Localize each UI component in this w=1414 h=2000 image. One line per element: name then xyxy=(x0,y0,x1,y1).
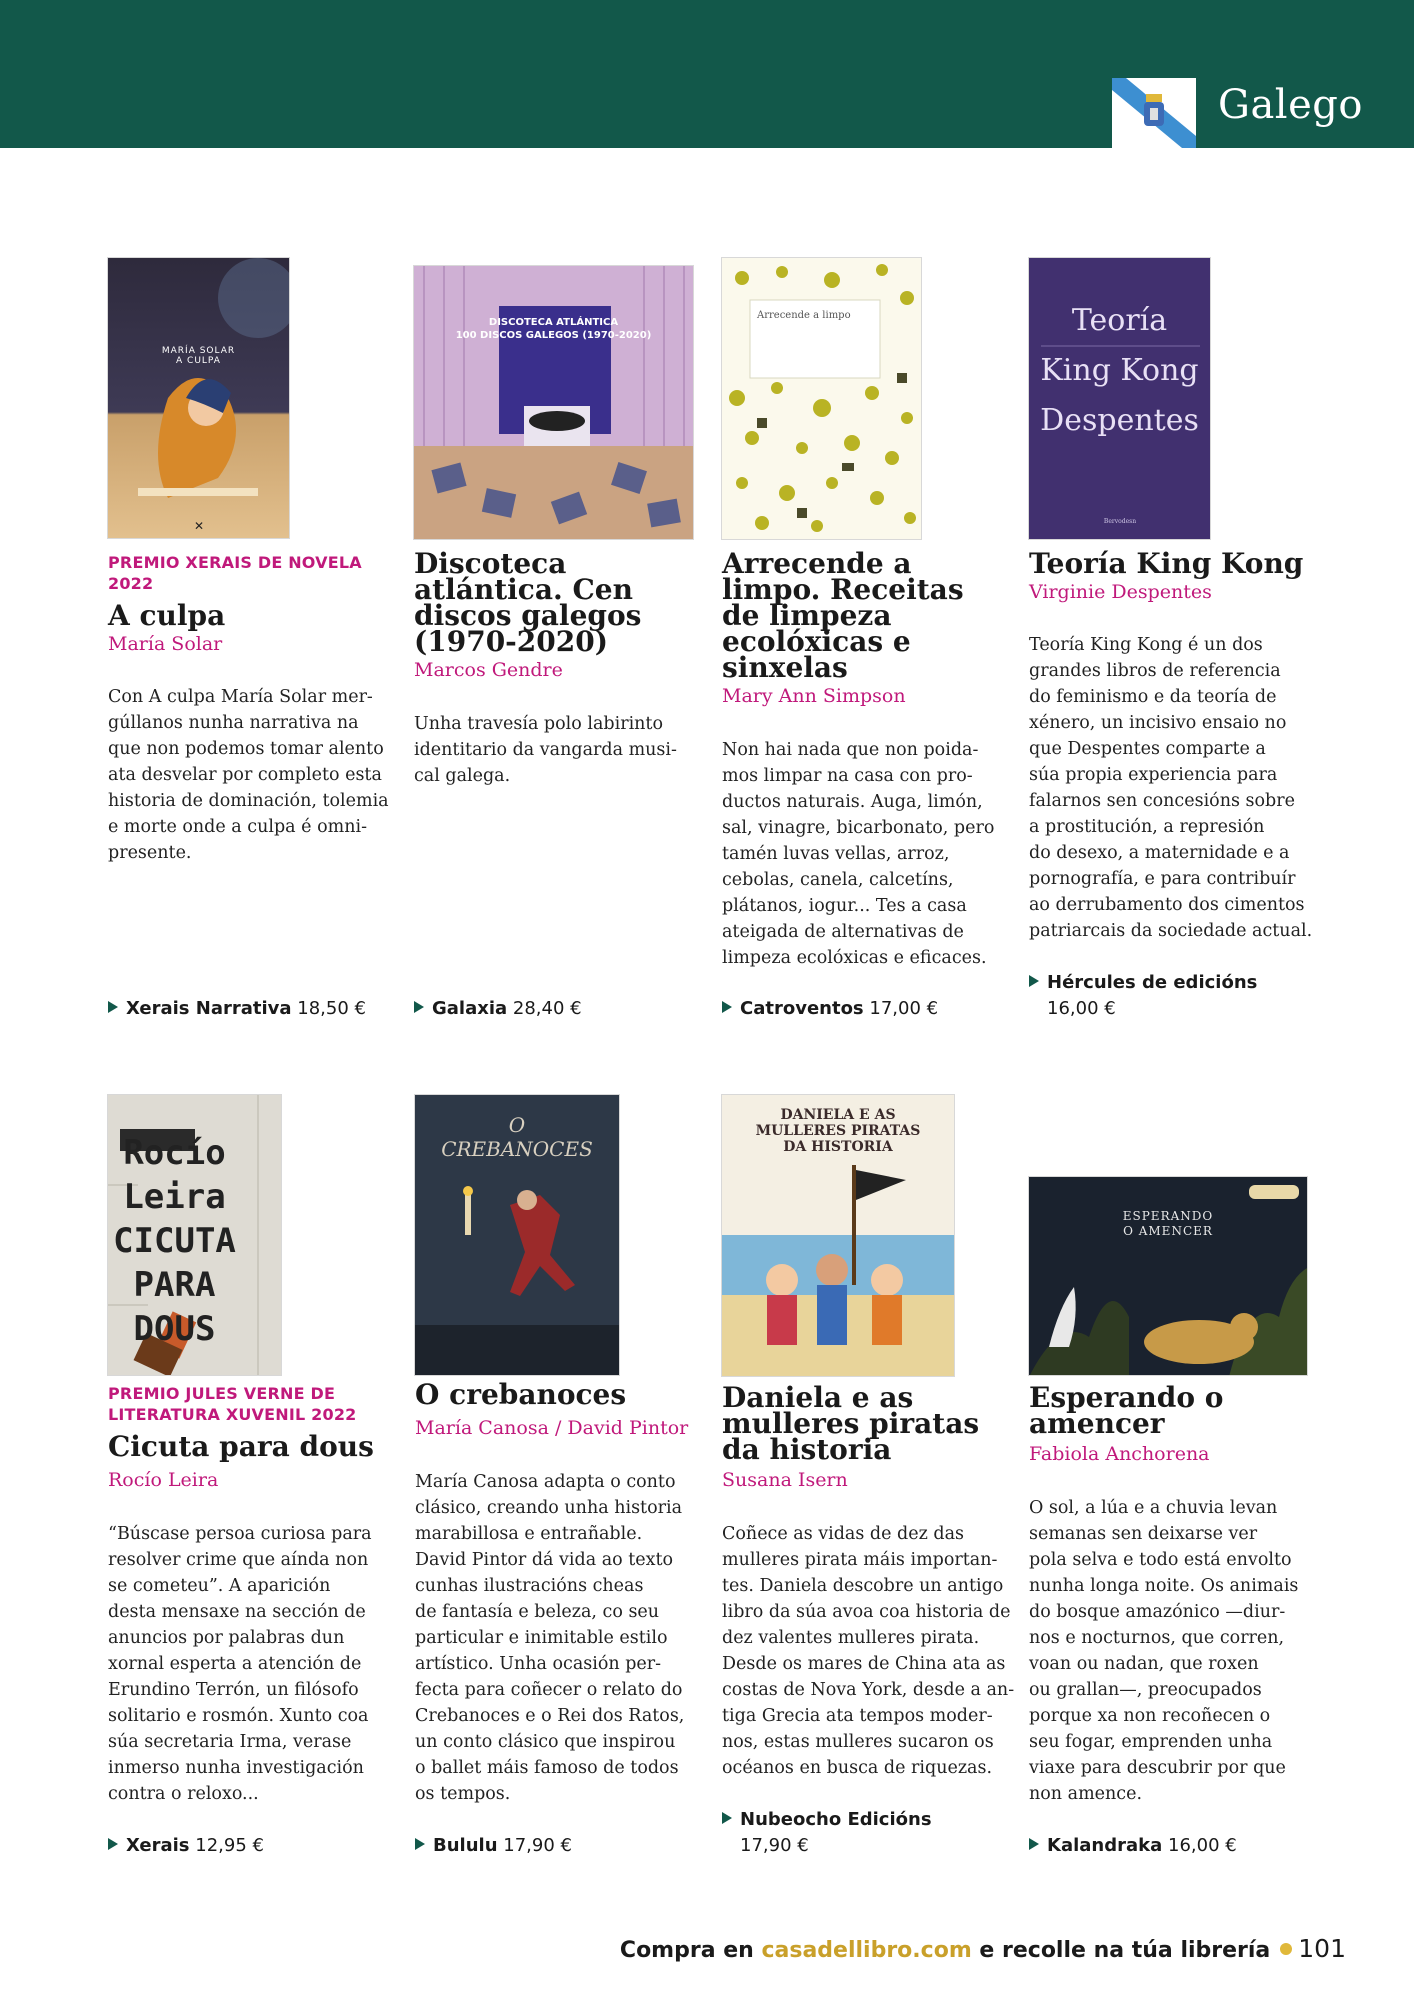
book-cover[interactable] xyxy=(1028,257,1211,540)
description-line: do bosque amazónico —diur- xyxy=(1029,1602,1286,1622)
book-description xyxy=(722,737,1002,971)
description-line: ata desvelar por completo esta xyxy=(108,765,382,785)
book-description xyxy=(415,1469,695,1807)
triangle-bullet-icon xyxy=(108,1838,118,1850)
triangle-bullet-icon xyxy=(415,1838,425,1850)
description-line: a prostitución, a represión xyxy=(1029,817,1265,837)
description-line: de fantasía e beleza, co seu xyxy=(415,1602,660,1622)
triangle-bullet-icon xyxy=(722,1812,732,1824)
book-cover[interactable] xyxy=(414,1094,620,1376)
description-line: xornal esperta a atención de xyxy=(108,1654,362,1674)
description-line: súa propia experiencia para xyxy=(1029,765,1278,785)
triangle-bullet-icon xyxy=(414,1001,424,1013)
publisher: Kalandraka xyxy=(1047,1835,1163,1856)
cover-text: DANIELA E AS MULLERES PIRATAS DA HISTORIA xyxy=(755,1107,921,1155)
cover-text: O CREBANOCES xyxy=(441,1113,593,1161)
description-line: tamén luvas vellas, arroz, xyxy=(722,844,950,864)
book-author[interactable]: Fabiola Anchorena xyxy=(1029,1443,1210,1465)
price: 18,50 € xyxy=(297,998,366,1019)
description-line: cebolas, canela, calcetíns, xyxy=(722,870,954,890)
price: 16,00 € xyxy=(1047,998,1116,1019)
description-line: dez valentes mulleres pirata. xyxy=(722,1628,980,1648)
description-line: cunhas ilustracións cheas xyxy=(415,1576,644,1596)
book-title[interactable]: O crebanoces xyxy=(415,1378,627,1411)
cover-text: Rocío Leira CICUTA PARA DOUS xyxy=(113,1133,236,1349)
book-cover[interactable] xyxy=(721,1094,955,1377)
description-line: Desde os mares de China ata as xyxy=(722,1654,1006,1674)
price: 17,90 € xyxy=(740,1835,809,1856)
publisher: Galaxia xyxy=(432,998,508,1019)
book-description xyxy=(722,1521,1015,1781)
publisher: Hércules de edicións xyxy=(1047,972,1258,993)
publisher: Xerais Narrativa xyxy=(126,998,292,1019)
book-author[interactable]: Virginie Despentes xyxy=(1029,581,1212,603)
cover-text: Teoría King Kong Despentes xyxy=(1040,303,1199,438)
cover-text: ESPERANDO O AMENCER xyxy=(1122,1209,1214,1238)
description-line: e morte onde a culpa é omni- xyxy=(108,817,367,837)
description-line: tes. Daniela descobre un antigo xyxy=(722,1576,1004,1596)
description-line: falarnos sen concesións sobre xyxy=(1029,791,1295,811)
page-header xyxy=(0,0,1414,148)
description-line: pornografía, e para contribuír xyxy=(1029,869,1296,889)
description-line: tiga Grecia ata tempos moder- xyxy=(722,1706,993,1726)
description-line: María Canosa adapta o conto xyxy=(415,1472,676,1492)
description-line: libro da súa avoa coa historia de xyxy=(722,1602,1011,1622)
book-cover[interactable] xyxy=(107,1094,282,1376)
svg-text:✕: ✕ xyxy=(193,519,205,533)
description-line: particular e inimitable estilo xyxy=(415,1628,668,1648)
description-line: non amence. xyxy=(1029,1784,1143,1804)
description-line: David Pintor dá vida ao texto xyxy=(415,1550,674,1570)
book-title[interactable]: Discoteca atlántica. Cen discos galegos (1970-2020) xyxy=(414,547,642,658)
description-line: Coñece as vidas de dez das xyxy=(722,1524,964,1544)
description-line: xénero, un incisivo ensaio no xyxy=(1029,713,1287,733)
description-line: seu fogar, emprenden unha xyxy=(1029,1732,1273,1752)
award-label: PREMIO JULES VERNE DE LITERATURA XUVENIL 2022 xyxy=(108,1384,357,1424)
cover-text: MARÍA SOLAR A CULPA xyxy=(161,346,236,366)
price: 28,40 € xyxy=(512,998,582,1019)
description-line: artístico. Unha ocasión per- xyxy=(415,1654,662,1674)
svg-text:Bervodesn: Bervodesn xyxy=(1103,518,1137,525)
price-line[interactable] xyxy=(722,1807,1012,1859)
book-description xyxy=(1029,1495,1309,1807)
page-footer xyxy=(620,1934,1346,1963)
book-author[interactable]: María Solar xyxy=(108,633,223,655)
cover-text: Arrecende a limpo xyxy=(757,310,851,321)
description-line: océanos en busca de riquezas. xyxy=(722,1758,993,1778)
description-line: viaxe para descubrir por que xyxy=(1029,1758,1286,1778)
price-line[interactable] xyxy=(108,996,408,1022)
description-line: costas de Nova York, desde a an- xyxy=(722,1680,1015,1700)
description-line: “Búscase persoa curiosa para xyxy=(108,1524,372,1544)
description-line: pola selva e todo está envolto xyxy=(1029,1550,1292,1570)
price-line[interactable] xyxy=(1029,970,1319,1022)
description-line: nos, estas mulleres sucaron os xyxy=(722,1732,994,1752)
description-line: voan ou nadan, que roxen xyxy=(1029,1654,1259,1674)
description-line: identitario da vangarda musi- xyxy=(414,740,677,760)
description-line: limpeza ecolóxicas e eficaces. xyxy=(722,948,987,968)
book-title[interactable]: A culpa xyxy=(108,599,226,632)
triangle-bullet-icon xyxy=(108,1001,118,1013)
price: 16,00 € xyxy=(1168,1835,1237,1856)
footer-text-pre: Compra en xyxy=(619,1938,754,1963)
price: 17,90 € xyxy=(503,1835,572,1856)
description-line: gúllanos nunha narrativa na xyxy=(108,713,359,733)
publisher: Catroventos xyxy=(740,998,864,1019)
book-description xyxy=(108,684,388,866)
book-author[interactable]: Rocío Leira xyxy=(108,1469,219,1491)
footer-text-post: e recolle na túa librería xyxy=(979,1938,1271,1963)
cover-text: DISCOTECA ATLÁNTICA 100 DISCOS GALEGOS (1970-2020) xyxy=(455,317,652,341)
book-description xyxy=(414,711,694,789)
description-line: que Despentes comparte a xyxy=(1029,739,1266,759)
description-line: súa secretaria Irma, verase xyxy=(108,1732,352,1752)
description-line: marabillosa e entrañable. xyxy=(415,1524,643,1544)
section-title: Galego xyxy=(1218,82,1363,128)
description-line: os tempos. xyxy=(415,1784,511,1804)
price-line[interactable] xyxy=(1029,1833,1319,1859)
description-line: grandes libros de referencia xyxy=(1029,661,1281,681)
book-cover[interactable] xyxy=(1028,1176,1308,1376)
description-line: Teoría King Kong é un dos xyxy=(1029,635,1263,655)
description-line: anuncios por palabras dun xyxy=(108,1628,345,1648)
description-line: ateigada de alternativas de xyxy=(722,922,964,942)
store-link[interactable]: casadellibro.com xyxy=(761,1938,972,1963)
galicia-flag-icon xyxy=(1112,78,1196,148)
description-line: Non hai nada que non poida- xyxy=(722,740,979,760)
price: 12,95 € xyxy=(195,1835,264,1856)
description-line: Unha travesía polo labirinto xyxy=(414,714,663,734)
price-line[interactable] xyxy=(414,996,714,1022)
description-line: plátanos, iogur... Tes a casa xyxy=(722,896,967,916)
triangle-bullet-icon xyxy=(722,1001,732,1013)
triangle-bullet-icon xyxy=(1029,975,1039,987)
description-line: contra o reloxo... xyxy=(108,1784,259,1804)
price: 17,00 € xyxy=(869,998,939,1019)
description-line: patriarcais da sociedade actual. xyxy=(1029,921,1313,941)
description-line: que non podemos tomar alento xyxy=(108,739,384,759)
description-line: cal galega. xyxy=(414,766,511,786)
description-line: un conto clásico que inspirou xyxy=(415,1732,676,1752)
description-line: mulleres pirata máis importan- xyxy=(722,1550,998,1570)
book-title[interactable]: Cicuta para dous xyxy=(108,1430,374,1463)
book-title[interactable]: Esperando o amencer xyxy=(1029,1381,1224,1440)
description-line: presente. xyxy=(108,843,192,863)
publisher: Nubeocho Edicións xyxy=(740,1809,932,1830)
description-line: ductos naturais. Auga, limón, xyxy=(722,792,983,812)
book-cover[interactable] xyxy=(107,257,290,539)
description-line: inmerso nunha investigación xyxy=(108,1758,364,1778)
price-line[interactable] xyxy=(108,1833,408,1859)
price-line[interactable] xyxy=(722,996,1022,1022)
book-cover[interactable] xyxy=(413,265,694,540)
description-line: Crebanoces e o Rei dos Ratos, xyxy=(415,1706,685,1726)
description-line: ao derrubamento dos cimentos xyxy=(1029,895,1305,915)
award-label: PREMIO XERAIS DE NOVELA 2022 xyxy=(108,553,362,593)
description-line: fecta para coñecer o relato do xyxy=(415,1680,683,1700)
description-line: o ballet máis famoso de todos xyxy=(415,1758,679,1778)
description-line: desta mensaxe na sección de xyxy=(108,1602,366,1622)
book-title[interactable]: Arrecende a limpo. Receitas de limpeza ecolóxicas e sinxelas xyxy=(722,547,964,684)
description-line: ou grallan—, preocupados xyxy=(1029,1680,1262,1700)
book-author[interactable]: Marcos Gendre xyxy=(414,659,563,681)
description-line: Erundino Terrón, un filósofo xyxy=(108,1680,359,1700)
description-line: nos e nocturnos, que corren, xyxy=(1029,1628,1285,1648)
description-line: do feminismo e da teoría de xyxy=(1029,687,1277,707)
book-author[interactable]: Mary Ann Simpson xyxy=(722,685,906,707)
book-title[interactable]: Teoría King Kong xyxy=(1029,547,1304,580)
price-line[interactable] xyxy=(415,1833,715,1859)
description-line: porque xa non recoñecen o xyxy=(1029,1706,1271,1726)
description-line: O sol, a lúa e a chuvia levan xyxy=(1029,1498,1278,1518)
book-author[interactable]: María Canosa / David Pintor xyxy=(415,1417,689,1439)
book-author[interactable]: Susana Isern xyxy=(722,1469,848,1491)
book-description xyxy=(1029,632,1313,944)
description-line: historia de dominación, tolemia xyxy=(108,791,389,811)
description-line: semanas sen deixarse ver xyxy=(1029,1524,1258,1544)
book-title[interactable]: Daniela e as mulleres piratas da historia xyxy=(722,1381,980,1466)
description-line: do desexo, a maternidade e a xyxy=(1029,843,1290,863)
description-line: nunha longa noite. Os animais xyxy=(1029,1576,1299,1596)
description-line: resolver crime que aínda non xyxy=(108,1550,369,1570)
description-line: se cometeu”. A aparición xyxy=(108,1576,331,1596)
book-description xyxy=(108,1521,388,1807)
description-line: clásico, creando unha historia xyxy=(415,1498,683,1518)
description-line: sal, vinagre, bicarbonato, pero xyxy=(722,818,995,838)
publisher: Bululu xyxy=(433,1835,498,1856)
bullet-dot-icon xyxy=(1280,1943,1292,1955)
description-line: mos limpar na casa con pro- xyxy=(722,766,973,786)
description-line: solitario e rosmón. Xunto coa xyxy=(108,1706,369,1726)
book-cover[interactable] xyxy=(721,257,922,540)
triangle-bullet-icon xyxy=(1029,1838,1039,1850)
publisher: Xerais xyxy=(126,1835,190,1856)
page-number: 101 xyxy=(1298,1934,1346,1963)
description-line: Con A culpa María Solar mer- xyxy=(108,687,373,707)
